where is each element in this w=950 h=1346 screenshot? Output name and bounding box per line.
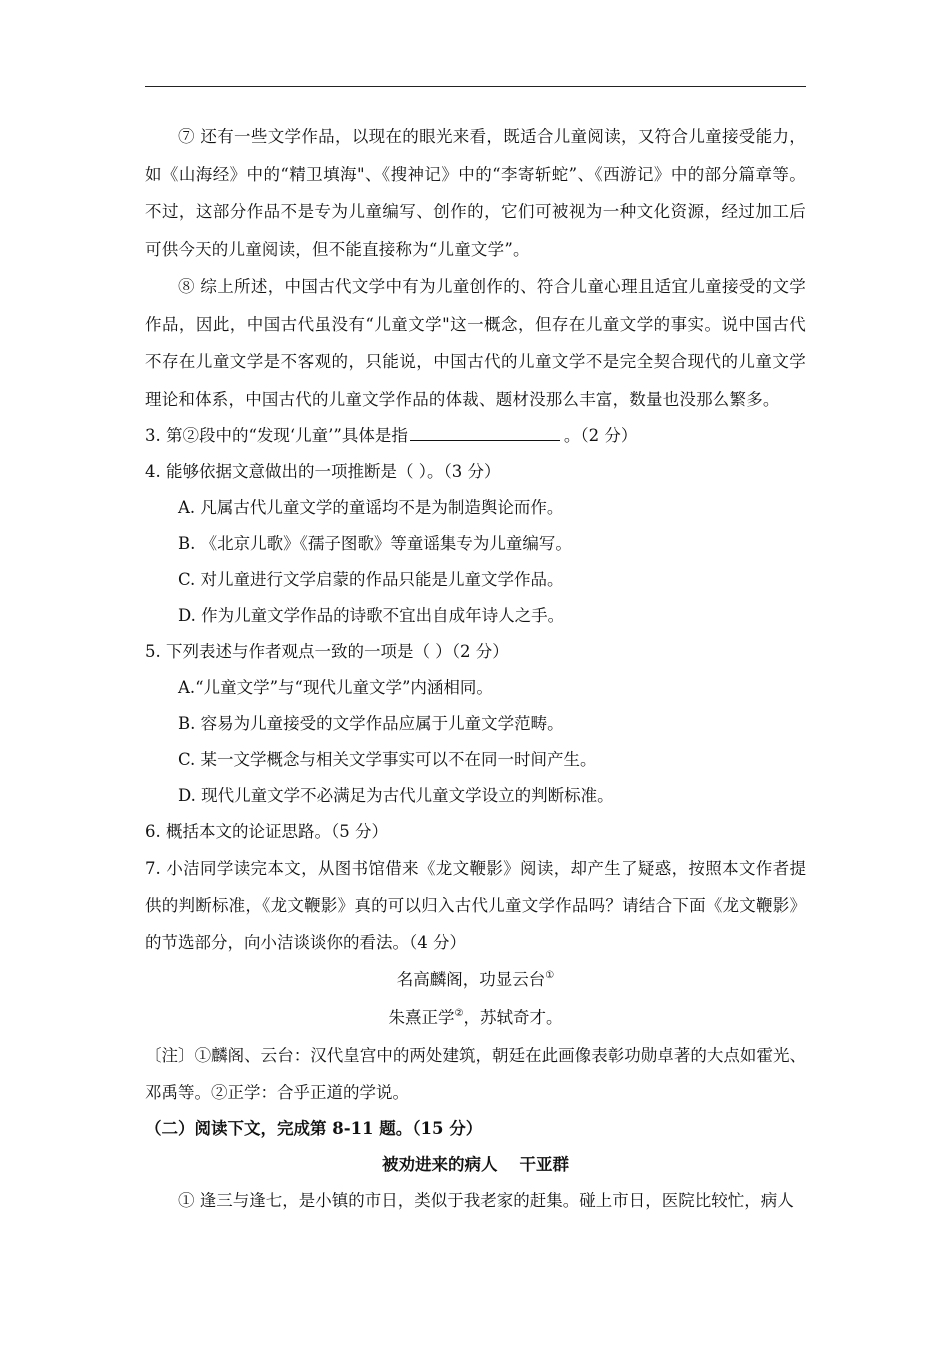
question-4-option-c: C. 对儿童进行文学启蒙的作品只能是儿童文学作品。 bbox=[178, 570, 564, 589]
footnote-mark-2: ② bbox=[454, 1008, 464, 1019]
question-5-option-b: B. 容易为儿童接受的文学作品应属于儿童文学范畴。 bbox=[178, 714, 564, 733]
question-5-stem: 5. 下列表述与作者观点一致的一项是（ ）（2 分） bbox=[145, 642, 509, 661]
story-author: 干亚群 bbox=[519, 1155, 569, 1174]
question-4-option-d: D. 作为儿童文学作品的诗歌不宜出自成年诗人之手。 bbox=[178, 606, 565, 625]
question-7: 7. 小洁同学读完本文，从图书馆借来《龙文鞭影》阅读，却产生了疑惑，按照本文作者提供的判断标准，《龙文鞭影》真的可以归入古代儿童文学作品吗？请结合下面《龙文鞭影》的节选部分，向小洁谈谈你的看法。（4 分） bbox=[145, 859, 806, 952]
question-5-option-d: D. 现代儿童文学不必满足为古代儿童文学设立的判断标准。 bbox=[178, 786, 614, 805]
question-4-option-a: A. 凡属古代儿童文学的童谣均不是为制造舆论而作。 bbox=[178, 498, 564, 517]
question-4-option-b: B. 《北京儿歌》《孺子图歌》等童谣集专为儿童编写。 bbox=[178, 534, 572, 553]
question-6: 6. 概括本文的论证思路。（5 分） bbox=[145, 822, 388, 841]
poem-line-2-text-b: ，苏轼奇才。 bbox=[463, 1008, 563, 1027]
question-3-text: 3. 第②段中的“发现‘儿童’”具体是指 bbox=[145, 426, 408, 445]
paragraph-8: ⑧ 综上所述，中国古代文学中有为儿童创作的、符合儿童心理且适宜儿童接受的文学作品，因此，中国古代虽没有“儿童文学"这一概念，但存在儿童文学的事实。说中国古代不存在儿童文学是不客观的，只能说，中国古代的儿童文学不是完全契合现代的儿童文学理论和体系，中国古代的儿童文学作品的体裁、题材没那么丰富，数量也没那么繁多。 bbox=[145, 277, 806, 409]
poem-line-2 bbox=[145, 999, 806, 1037]
question-3 bbox=[145, 418, 806, 454]
question-5-option-c: C. 某一文学概念与相关文学事实可以不在同一时间产生。 bbox=[178, 750, 597, 769]
poem-line-2-text-a: 朱熹正学 bbox=[388, 1008, 455, 1027]
footnote-mark-1: ① bbox=[545, 970, 555, 981]
page-content bbox=[145, 118, 806, 1219]
section-2-heading: （二）阅读下文，完成第 8-11 题。（15 分） bbox=[145, 1119, 483, 1138]
question-3-score: 。（2 分） bbox=[563, 426, 638, 445]
story-title: 被劝进来的病人 bbox=[382, 1155, 498, 1174]
annotation-note: 〔注〕①麟阁、云台：汉代皇宫中的两处建筑，朝廷在此画像表彰功勋卓著的大点如霍光、邓禹等。②正学：合乎正道的学说。 bbox=[145, 1046, 806, 1102]
poem-line-1 bbox=[145, 961, 806, 999]
header-rule bbox=[145, 86, 806, 87]
story-paragraph-1: ① 逢三与逢七，是小镇的市日，类似于我老家的赶集。碰上市日，医院比较忙，病人 bbox=[178, 1191, 794, 1210]
question-4-stem: 4. 能够依据文意做出的一项推断是（ ）。（3 分） bbox=[145, 462, 501, 481]
poem-line-1-text: 名高麟阁，功显云台 bbox=[396, 970, 546, 989]
paragraph-7: ⑦ 还有一些文学作品，以现在的眼光来看，既适合儿童阅读，又符合儿童接受能力，如《山海经》中的“精卫填海"、《搜神记》中的“李寄斩蛇”、《西游记》中的部分篇章等。不过，这部分作品不是专为儿童编写、创作的，它们可被视为一种文化资源，经过加工后可供今天的儿童阅读，但不能直接称为“儿童文学”。 bbox=[145, 127, 806, 259]
story-title-line bbox=[145, 1147, 806, 1183]
question-5-option-a: A.“儿童文学”与“现代儿童文学”内涵相同。 bbox=[178, 678, 493, 697]
answer-blank[interactable] bbox=[410, 422, 560, 441]
